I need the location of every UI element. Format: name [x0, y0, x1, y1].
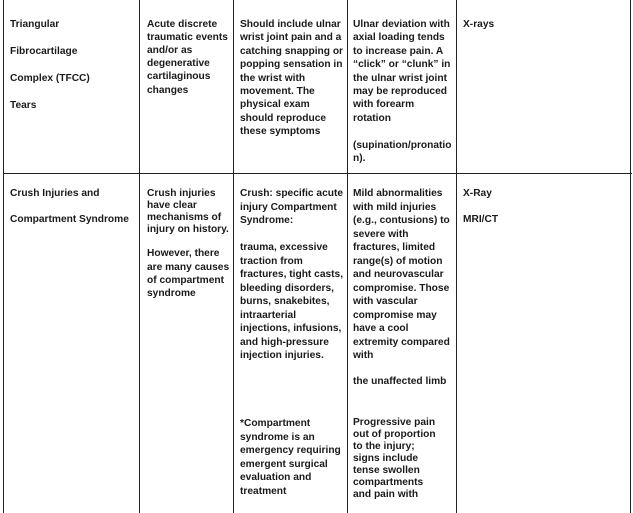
- mechanism-line: degenerative: [147, 58, 210, 69]
- mechanism-line: have clear: [147, 200, 197, 211]
- exam-line: n).: [353, 153, 366, 164]
- history-line: emergency requiring: [240, 445, 341, 456]
- history-line: *Compartment: [240, 418, 311, 429]
- mechanism-line: However, there: [147, 248, 220, 259]
- history-line: Should include ulnar: [240, 19, 341, 30]
- history-line: popping sensation in: [240, 59, 343, 70]
- exam-line: to increase pain. A: [353, 46, 444, 57]
- exam-line: Progressive pain: [353, 417, 436, 428]
- exam-line: with vascular: [353, 296, 418, 307]
- exam-line: axial loading tends: [353, 32, 445, 43]
- exam-line: signs include: [353, 453, 419, 464]
- condition-name-line: Fibrocartilage: [10, 46, 78, 57]
- history-line: movement. The: [240, 86, 315, 97]
- mechanism-line: mechanisms of: [147, 212, 222, 223]
- history-line: physical exam: [240, 99, 310, 110]
- imaging-line: MRI/CT: [463, 214, 499, 225]
- history-line: burns, snakebites,: [240, 296, 330, 307]
- table-row-divider: [3, 173, 632, 174]
- mechanism-line: are many causes: [147, 262, 230, 273]
- exam-line: with: [353, 350, 374, 361]
- history-line: fractures, tight casts,: [240, 269, 344, 280]
- history-line: evaluation and: [240, 472, 312, 483]
- exam-line: and neurovascular: [353, 269, 444, 280]
- table-col-divider-1: [139, 0, 140, 513]
- history-line: intraarterial: [240, 310, 297, 321]
- exam-line: compromise may: [353, 310, 437, 321]
- exam-line: may be reproduced: [353, 86, 447, 97]
- exam-line: Mild abnormalities: [353, 188, 443, 199]
- history-line: should reproduce: [240, 113, 327, 124]
- exam-line: “click” or “clunk” in: [353, 59, 451, 70]
- table-border-right: [630, 0, 631, 513]
- table-col-divider-2: [233, 0, 234, 513]
- exam-line: extremity compared: [353, 337, 450, 348]
- condition-name-line: Crush Injuries and: [10, 188, 100, 199]
- mechanism-line: syndrome: [147, 288, 196, 299]
- history-line: and high-pressure: [240, 337, 329, 348]
- condition-name-line: Triangular: [10, 19, 60, 30]
- exam-line: compromise. Those: [353, 283, 450, 294]
- history-line: these symptoms: [240, 126, 321, 137]
- history-line: treatment: [240, 486, 287, 497]
- exam-line: to the injury;: [353, 441, 415, 452]
- exam-line: rotation: [353, 113, 391, 124]
- exam-line: the ulnar wrist joint: [353, 73, 447, 84]
- mechanism-line: of compartment: [147, 275, 224, 286]
- condition-name-line: Tears: [10, 100, 37, 111]
- exam-line: severe with: [353, 229, 409, 240]
- history-line: catching snapping or: [240, 46, 344, 57]
- mechanism-line: changes: [147, 85, 189, 96]
- history-line: Crush: specific acute: [240, 188, 344, 199]
- mechanism-line: cartilaginous: [147, 71, 211, 82]
- exam-line: range(s) of motion: [353, 256, 443, 267]
- exam-line: with forearm: [353, 99, 415, 110]
- mechanism-line: injury on history.: [147, 224, 229, 235]
- condition-name-line: Compartment Syndrome: [10, 214, 129, 225]
- exam-line: fractures, limited: [353, 242, 436, 253]
- exam-line: out of proportion: [353, 429, 436, 440]
- exam-line: tense swollen: [353, 465, 420, 476]
- exam-line: and pain with: [353, 489, 419, 500]
- imaging-line: X-rays: [463, 19, 495, 30]
- history-line: bleeding disorders,: [240, 283, 334, 294]
- history-line: wrist joint pain and a: [240, 32, 342, 43]
- history-line: emergent surgical: [240, 459, 328, 470]
- exam-line: (e.g., contusions) to: [353, 215, 450, 226]
- mechanism-line: traumatic events: [147, 32, 228, 43]
- history-line: the wrist with: [240, 73, 306, 84]
- table-col-divider-3: [347, 0, 348, 513]
- condition-name-line: Complex (TFCC): [10, 73, 90, 84]
- exam-line: the unaffected limb: [353, 376, 447, 387]
- imaging-line: X-Ray: [463, 188, 492, 199]
- history-line: traction from: [240, 256, 303, 267]
- history-line: Syndrome:: [240, 215, 294, 226]
- history-line: injections, infusions,: [240, 323, 342, 334]
- mechanism-line: Crush injuries: [147, 188, 216, 199]
- table-border-left: [3, 0, 4, 513]
- exam-line: (supination/pronatio: [353, 140, 452, 151]
- exam-line: compartments: [353, 477, 424, 488]
- history-line: trauma, excessive: [240, 242, 328, 253]
- exam-line: with mild injuries: [353, 202, 437, 213]
- exam-line: have a cool: [353, 323, 409, 334]
- mechanism-line: Acute discrete: [147, 19, 218, 30]
- history-line: injection injuries.: [240, 350, 324, 361]
- history-line: syndrome is an: [240, 432, 315, 443]
- exam-line: Ulnar deviation with: [353, 19, 450, 30]
- table-col-divider-4: [456, 0, 457, 513]
- history-line: injury Compartment: [240, 202, 337, 213]
- mechanism-line: and/or as: [147, 45, 193, 56]
